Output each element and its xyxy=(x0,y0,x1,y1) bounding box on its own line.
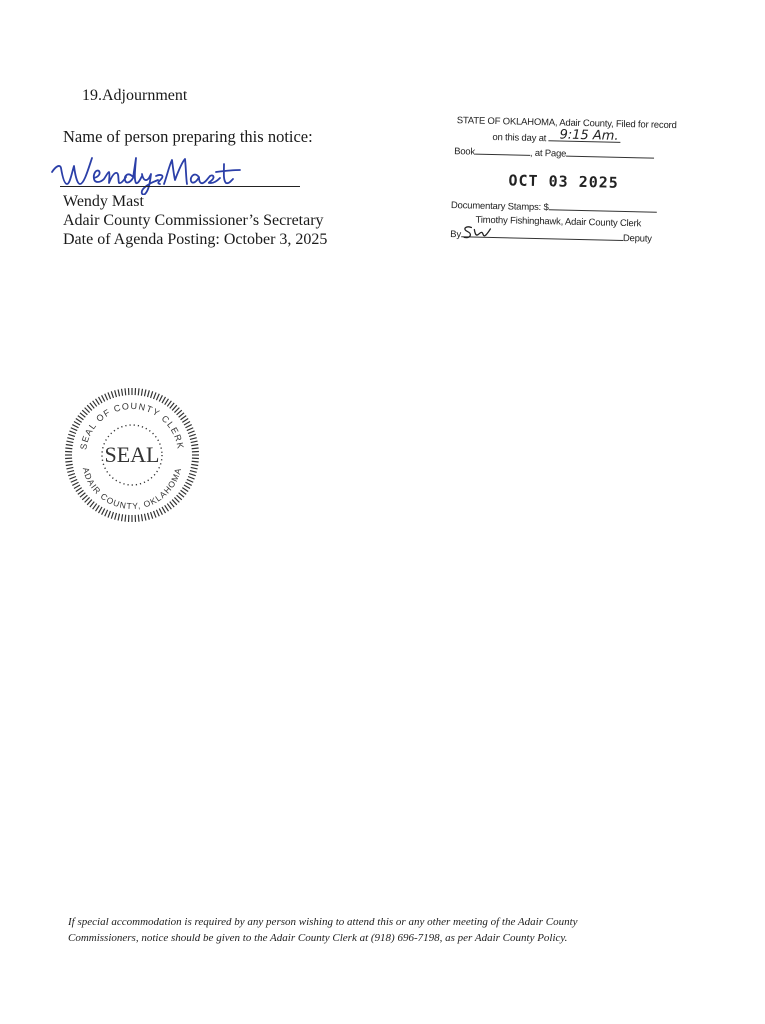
stamp-by-initials xyxy=(459,223,493,242)
seal-center-text: SEAL xyxy=(104,442,160,467)
stamp-time-handwritten: 9:15 Am. xyxy=(559,127,619,144)
handwritten-signature xyxy=(48,150,303,195)
agenda-posting-date: Date of Agenda Posting: October 3, 2025 xyxy=(63,231,328,248)
stamp-date: OCT 03 2025 xyxy=(508,171,620,192)
accommodation-notice-line1: If special accommodation is required by any person wishing to attend this or any other meeting of the Adair County xyxy=(68,916,578,928)
preparer-heading: Name of person preparing this notice: xyxy=(63,127,313,146)
stamp-doc-stamps-label: Documentary Stamps: $ xyxy=(450,200,549,214)
stamp-time-prefix: on this day at xyxy=(492,131,547,145)
agenda-item-adjournment xyxy=(82,87,187,105)
stamp-deputy-label: Deputy xyxy=(622,232,652,245)
stamp-book-line xyxy=(454,146,654,162)
stamp-doc-stamps-line xyxy=(451,200,657,216)
preparer-title: Adair County Commissioner’s Secretary xyxy=(63,212,324,229)
stamp-page-label: , at Page xyxy=(529,147,567,160)
accommodation-notice-line2: Commissioners, notice should be given to the Adair County Clerk at (918) 696-7198, as per Adair County Policy. xyxy=(68,932,568,944)
accommodation-notice xyxy=(68,914,578,946)
agenda-item-label: Adjournment xyxy=(102,87,188,104)
preparer-block xyxy=(63,192,327,249)
signature-line xyxy=(60,186,300,187)
signature-graphic xyxy=(48,150,303,195)
seal-top-text: SEAL OF COUNTY CLERK xyxy=(78,400,186,451)
county-clerk-seal xyxy=(62,385,202,525)
seal-graphic xyxy=(62,385,202,525)
stamp-book-label: Book xyxy=(454,146,476,158)
stamp-clerk: Timothy Fishinghawk, Adair County Clerk xyxy=(475,214,642,230)
filing-stamp xyxy=(447,113,677,263)
agenda-item-number: 19. xyxy=(82,87,102,104)
seal-bottom-text: ADAIR COUNTY, OKLAHOMA xyxy=(80,466,184,512)
stamp-by-label: By xyxy=(450,229,462,241)
preparer-name: Wendy Mast xyxy=(63,193,144,210)
stamp-state-line: STATE OF OKLAHOMA, Adair County, Filed for record xyxy=(456,115,677,132)
